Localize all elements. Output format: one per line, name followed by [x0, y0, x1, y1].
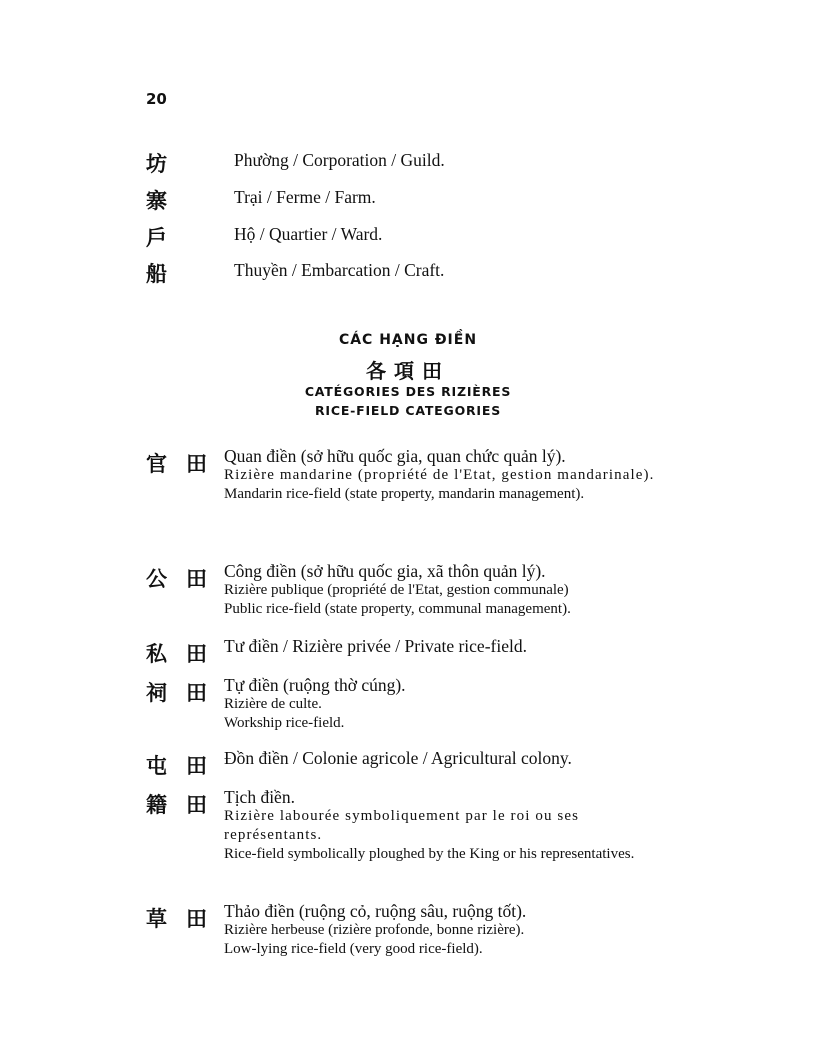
category-vietnamese: Đồn điền / Colonie agricole / Agricultural colony. [224, 748, 572, 768]
category-english: Rice-field symbolically ploughed by the King or his representatives. [224, 846, 635, 862]
han-character: 草 [146, 907, 167, 931]
term-text: Trại / Ferme / Farm. [234, 187, 376, 207]
han-character: 籍 [146, 793, 167, 817]
category-french: Rizière herbeuse (rizière profonde, bonne rizière). [224, 922, 525, 938]
category-english: Low-lying rice-field (very good rice-field). [224, 941, 483, 957]
han-character: 官 [146, 452, 167, 476]
han-character: 田 [186, 793, 207, 817]
section-title-vietnamese: CÁC HẠNG ĐIỀN [338, 332, 478, 348]
han-character: 公 [146, 567, 167, 591]
category-french: Rizière mandarine (propriété de l'Etat, gestion mandarinale). [224, 467, 655, 483]
term-text: Hộ / Quartier / Ward. [234, 224, 383, 244]
term-text: Phường / Corporation / Guild. [234, 150, 445, 170]
han-character: 田 [186, 642, 207, 666]
han-character: 寨 [146, 189, 167, 213]
han-character: 坊 [146, 152, 167, 176]
category-vietnamese: Tự điền (ruộng thờ cúng). [224, 675, 406, 695]
han-character: 田 [186, 567, 207, 591]
category-french: Rizière labourée symboliquement par le roi ou ses représentants. [224, 808, 580, 843]
category-vietnamese: Tư điền / Rizière privée / Private rice-field. [224, 636, 527, 656]
term-text: Thuyền / Embarcation / Craft. [234, 260, 445, 280]
category-vietnamese: Quan điền (sở hữu quốc gia, quan chức quản lý). [224, 446, 566, 466]
section-title-english: RICE-FIELD CATEGORIES [314, 403, 502, 418]
han-character: 祠 [146, 681, 167, 705]
han-character: 屯 [146, 754, 167, 778]
han-character: 田 [186, 452, 207, 476]
page-number: 20 [146, 90, 167, 108]
category-french: Rizière publique (propriété de l'Etat, gestion communale) [224, 582, 569, 598]
han-character: 田 [186, 681, 207, 705]
category-french: Rizière de culte. [224, 696, 322, 712]
han-character: 私 [146, 642, 167, 666]
section-title-han: 各項田 [366, 359, 450, 383]
section-title-french: CATÉGORIES DES RIZIÈRES [304, 384, 512, 399]
han-character: 戶 [146, 226, 167, 250]
category-vietnamese: Thảo điền (ruộng cỏ, ruộng sâu, ruộng tốt). [224, 901, 527, 921]
category-english: Workship rice-field. [224, 715, 345, 731]
category-vietnamese: Tịch điền. [224, 787, 295, 807]
han-character: 船 [146, 262, 167, 286]
category-english: Mandarin rice-field (state property, mandarin management). [224, 486, 585, 502]
han-character: 田 [186, 907, 207, 931]
category-vietnamese: Công điền (sở hữu quốc gia, xã thôn quản lý). [224, 561, 546, 581]
han-character: 田 [186, 754, 207, 778]
category-english: Public rice-field (state property, communal management). [224, 601, 571, 617]
